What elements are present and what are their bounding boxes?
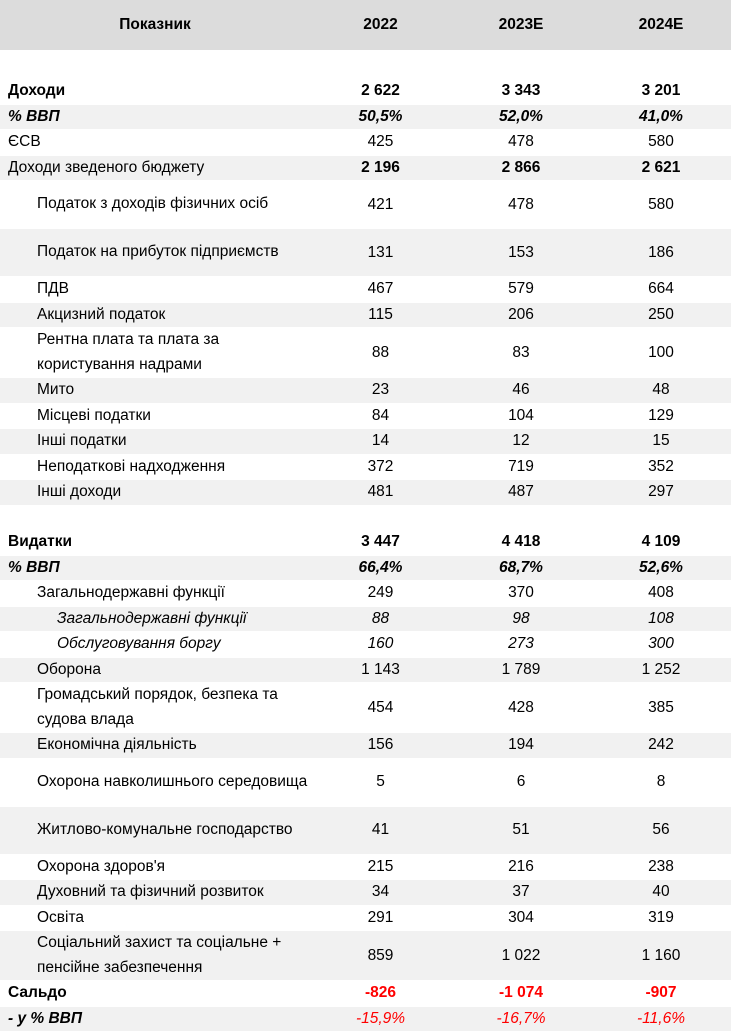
row-label: Освіта	[37, 908, 85, 926]
table-row	[0, 683, 731, 733]
row-label: Інші доходи	[0, 480, 310, 506]
table-row	[0, 79, 731, 104]
value-cell-2023e: 487	[451, 480, 591, 506]
spacer-cell	[0, 505, 731, 530]
table-row	[0, 1006, 731, 1032]
value-cell-2022: 50,5%	[310, 104, 451, 130]
row-label: Економічна діяльність	[0, 733, 310, 759]
value-cell-2023e: 194	[451, 733, 591, 759]
value-cell-2024e: 238	[648, 857, 674, 875]
table-row	[0, 880, 731, 906]
value-cell-2023e: 3 343	[501, 82, 541, 100]
row-label: Соціальний захист та соціальне + пенсійне забезпечення	[0, 931, 310, 981]
value-cell-2023e: 478	[508, 195, 534, 213]
value-cell-2022: 425	[367, 133, 394, 151]
value-cell-2022: 5	[376, 773, 385, 790]
value-cell-2022: 249	[367, 584, 394, 602]
value-cell-2024e: 300	[648, 635, 674, 653]
row-label: Духовний та фізичний розвиток	[0, 880, 310, 906]
value-cell-2023e: 1 789	[451, 657, 591, 683]
value-cell-2024e: 580	[648, 133, 674, 151]
row-label: Доходи зведеного бюджету	[0, 155, 310, 181]
table-row	[0, 931, 731, 981]
row-label: Інші податки	[0, 429, 310, 455]
header-year-2024e: 2024E	[591, 0, 731, 50]
value-cell-2023e: 46	[451, 378, 591, 404]
value-cell-2022: 481	[310, 480, 451, 506]
table-row	[0, 581, 731, 607]
value-cell-2022: 372	[367, 457, 394, 475]
value-cell-2024e: 3 201	[641, 82, 681, 100]
table-row	[0, 454, 731, 480]
table-row	[0, 555, 731, 581]
table-row	[0, 229, 731, 277]
row-label: Мито	[0, 378, 310, 404]
table-row	[0, 403, 731, 429]
row-label: % ВВП	[0, 104, 310, 130]
value-cell-2022: 131	[310, 229, 451, 277]
row-label: Обслуговування боргу	[57, 635, 221, 652]
value-cell-2024e: 2 621	[591, 155, 731, 181]
table-row	[0, 181, 731, 229]
value-cell-2022: 215	[367, 857, 394, 875]
table-row	[0, 302, 731, 328]
value-cell-2022: 859	[310, 931, 451, 981]
value-cell-2022: 115	[310, 302, 451, 328]
row-label: Охорона навколишнього середовища	[37, 772, 308, 790]
value-cell-2023e: 98	[451, 606, 591, 632]
table-row	[0, 530, 731, 555]
header-year-2023e: 2023E	[451, 0, 591, 50]
value-cell-2023e: 51	[451, 806, 591, 854]
value-cell-2022: 291	[367, 908, 394, 926]
value-cell-2024e: 242	[591, 733, 731, 759]
value-cell-2024e: 408	[648, 584, 674, 602]
row-label: Доходи	[8, 82, 66, 99]
value-cell-2024e: 1 252	[591, 657, 731, 683]
value-cell-2022: 14	[310, 429, 451, 455]
value-cell-2023e: 273	[508, 635, 534, 653]
row-label: % ВВП	[0, 555, 310, 581]
header-indicator: Показник	[0, 0, 310, 50]
table-row	[0, 104, 731, 130]
table-row	[0, 905, 731, 931]
value-cell-2024e: 108	[591, 606, 731, 632]
value-cell-2022: 467	[367, 280, 394, 298]
spacer-cell	[0, 50, 731, 79]
value-cell-2023e: 579	[508, 280, 534, 298]
row-label: Податок з доходів фізичних осіб	[37, 195, 269, 213]
value-cell-2023e: 52,0%	[451, 104, 591, 130]
table-row	[0, 378, 731, 404]
value-cell-2023e: 719	[508, 457, 534, 475]
row-label: Рентна плата та плата за користування надрами	[37, 331, 220, 373]
value-cell-2022: 156	[310, 733, 451, 759]
value-cell-2023e: 68,7%	[451, 555, 591, 581]
value-cell-2023e: 2 866	[451, 155, 591, 181]
table-row	[0, 981, 731, 1007]
table-row	[0, 657, 731, 683]
table-row	[0, 854, 731, 880]
row-label: ПДВ	[37, 280, 69, 297]
value-cell-2023e: 153	[451, 229, 591, 277]
value-cell-2024e: 186	[591, 229, 731, 277]
value-cell-2024e: 15	[591, 429, 731, 455]
value-cell-2023e: 4 418	[501, 533, 541, 551]
table-row	[0, 130, 731, 156]
row-label: Неподаткові надходження	[37, 457, 226, 475]
table-header-row	[0, 0, 731, 50]
value-cell-2022: 34	[310, 880, 451, 906]
value-cell-2023e: 6	[516, 773, 526, 790]
value-cell-2023e: 370	[508, 584, 534, 602]
value-cell-2024e: 129	[648, 406, 674, 424]
value-cell-2024e: -907	[645, 984, 677, 1002]
value-cell-2024e: 41,0%	[591, 104, 731, 130]
value-cell-2024e: 319	[648, 908, 674, 926]
value-cell-2024e: 100	[648, 343, 674, 361]
value-cell-2023e: 216	[508, 857, 534, 875]
value-cell-2024e: 1 160	[591, 931, 731, 981]
table-row	[0, 328, 731, 378]
value-cell-2024e: 52,6%	[591, 555, 731, 581]
value-cell-2022: 1 143	[310, 657, 451, 683]
value-cell-2023e: 1 022	[451, 931, 591, 981]
row-label: Сальдо	[8, 984, 67, 1001]
value-cell-2023e: 206	[451, 302, 591, 328]
row-label: Житлово-комунальне господарство	[0, 806, 310, 854]
value-cell-2022: 454	[367, 698, 394, 716]
value-cell-2023e: -1 074	[499, 984, 543, 1002]
value-cell-2023e: 83	[512, 343, 530, 361]
value-cell-2022: 160	[367, 635, 394, 653]
spacer-row	[0, 505, 731, 530]
value-cell-2024e: 4 109	[641, 533, 681, 551]
value-cell-2023e: 428	[508, 698, 534, 716]
table-row	[0, 480, 731, 506]
row-label: Видатки	[8, 533, 73, 550]
table-row	[0, 429, 731, 455]
value-cell-2024e: 580	[648, 195, 674, 213]
value-cell-2024e: 250	[591, 302, 731, 328]
value-cell-2022: -15,9%	[310, 1006, 451, 1032]
row-label: Оборона	[0, 657, 310, 683]
value-cell-2022: 88	[310, 606, 451, 632]
value-cell-2022: 88	[371, 343, 390, 361]
table-row	[0, 155, 731, 181]
value-cell-2024e: 664	[648, 280, 674, 298]
value-cell-2024e: 40	[591, 880, 731, 906]
table-row	[0, 806, 731, 854]
value-cell-2022: 84	[371, 406, 390, 424]
value-cell-2024e: 48	[591, 378, 731, 404]
spacer-row	[0, 50, 731, 79]
row-label: Громадський порядок, безпека та судова влада	[37, 686, 278, 728]
value-cell-2023e: 104	[508, 406, 534, 424]
value-cell-2022: 23	[310, 378, 451, 404]
value-cell-2022: 41	[310, 806, 451, 854]
value-cell-2022: 3 447	[361, 533, 400, 551]
header-year-2022: 2022	[310, 0, 451, 50]
value-cell-2023e: 478	[508, 133, 534, 151]
row-label: Акцизний податок	[0, 302, 310, 328]
value-cell-2024e: 385	[648, 698, 674, 716]
table-row	[0, 606, 731, 632]
value-cell-2023e: 12	[451, 429, 591, 455]
row-label: Охорона здоров'я	[37, 857, 166, 875]
row-label: Загальнодержавні функції	[37, 584, 225, 601]
value-cell-2024e: 297	[591, 480, 731, 506]
table-row	[0, 277, 731, 303]
value-cell-2023e: 304	[508, 908, 534, 926]
value-cell-2024e: 8	[656, 773, 666, 790]
row-label: Загальнодержавні функції	[0, 606, 310, 632]
row-label: Місцеві податки	[37, 406, 151, 424]
value-cell-2022: 66,4%	[310, 555, 451, 581]
row-label: - у % ВВП	[0, 1006, 310, 1032]
value-cell-2022: 2 622	[361, 82, 400, 100]
value-cell-2024e: 352	[648, 457, 674, 475]
table-row	[0, 758, 731, 806]
value-cell-2023e: 37	[451, 880, 591, 906]
table-row	[0, 632, 731, 658]
value-cell-2022: 2 196	[310, 155, 451, 181]
table-row	[0, 733, 731, 759]
value-cell-2023e: -16,7%	[451, 1006, 591, 1032]
value-cell-2022: -826	[364, 984, 397, 1002]
value-cell-2024e: 56	[591, 806, 731, 854]
row-label: ЄСВ	[8, 133, 41, 150]
row-label: Податок на прибуток підприємств	[0, 229, 310, 277]
value-cell-2024e: -11,6%	[591, 1006, 731, 1032]
value-cell-2022: 421	[367, 195, 394, 213]
